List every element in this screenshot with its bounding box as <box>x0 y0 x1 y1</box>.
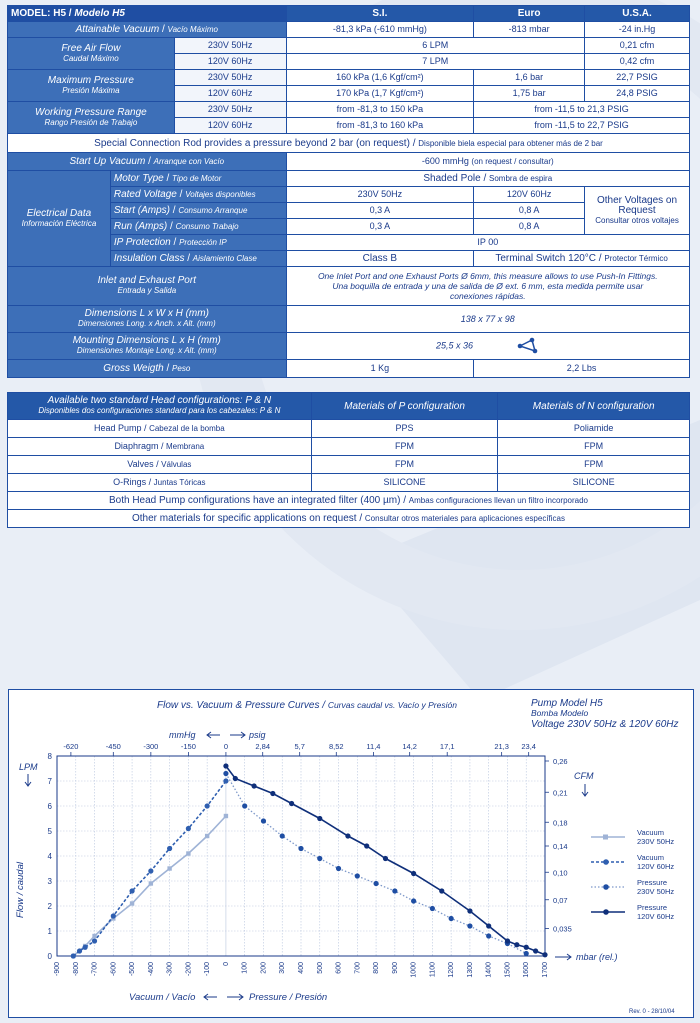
data-point <box>439 888 444 893</box>
startup-label: Start Up Vacuum / Arranque con Vacío <box>8 153 287 171</box>
weight-si: 1 Kg <box>286 360 474 378</box>
pressure-v1-usa: 22,7 PSIG <box>585 70 690 86</box>
data-point <box>242 803 247 808</box>
data-point <box>167 866 171 870</box>
data-point <box>186 851 190 855</box>
legend-label: 230V 50Hz <box>637 887 675 896</box>
x-tick-label: 700 <box>354 962 362 974</box>
data-point <box>205 803 210 808</box>
material-label: Valves / Válvulas <box>8 456 312 474</box>
top-tick-label: 17,1 <box>439 742 455 751</box>
material-p: FPM <box>311 456 498 474</box>
x-tick-label: -600 <box>110 962 118 977</box>
motor-value: Shaded Pole / Sombra de espira <box>286 171 689 187</box>
data-point <box>514 942 519 947</box>
x-tick-label: -100 <box>204 962 212 977</box>
y-tick-label: 5 <box>47 827 52 836</box>
top-tick-label: -450 <box>105 742 121 751</box>
x-tick-label: 600 <box>335 962 343 974</box>
range-v2: 120V 60Hz <box>174 118 286 134</box>
col-usa-header: U.S.A. <box>585 6 690 22</box>
data-point <box>411 898 416 903</box>
x-tick-label: -500 <box>129 962 137 977</box>
y-tick-label: 0 <box>47 952 52 961</box>
right-tick-label: 0,21 <box>553 788 568 798</box>
legend-label: 120V 60Hz <box>637 862 675 871</box>
material-n: FPM <box>498 456 690 474</box>
spec-table <box>7 5 690 378</box>
data-point <box>224 814 228 818</box>
data-point <box>373 881 378 886</box>
data-point <box>280 833 285 838</box>
top-tick-label: 5,7 <box>294 742 305 751</box>
material-p: SILICONE <box>311 474 498 492</box>
data-point <box>205 834 209 838</box>
top-tick-label: 23,4 <box>521 742 536 751</box>
top-tick-label: 2,84 <box>255 742 271 751</box>
legend-label: Vacuum <box>637 828 664 837</box>
pressure-v2: 120V 60Hz <box>174 86 286 102</box>
pressure-label: Maximum Pressure Presión Máxima <box>8 70 175 102</box>
data-point <box>383 856 388 861</box>
start-amps-label: Start (Amps) / Consumo Arranque <box>110 203 286 219</box>
model-line1: Pump Model H5 <box>531 698 603 709</box>
x-tick-label: -900 <box>54 962 61 977</box>
model-line2: Bomba Modelo <box>531 708 589 718</box>
top-tick-label: -150 <box>180 742 196 751</box>
range-v1-si: from -81,3 to 150 kPa <box>286 102 474 118</box>
range-v1-other: from -11,5 to 21,3 PSIG <box>474 102 690 118</box>
right-tick-label: 0,07 <box>553 895 568 905</box>
data-point <box>317 856 322 861</box>
x-tick-label: 500 <box>316 962 324 974</box>
data-point <box>233 776 238 781</box>
legend-swatch-marker <box>603 835 608 840</box>
elec-label: Electrical Data Información Eléctrica <box>8 171 111 267</box>
x-tick-label: 1300 <box>466 962 474 978</box>
material-n: FPM <box>498 438 690 456</box>
x-unit-arrow-icon <box>555 954 571 960</box>
revision-label: Rev. 0 - 28/10/04 <box>629 1009 675 1015</box>
data-point <box>336 866 341 871</box>
y-tick-label: 7 <box>47 777 52 786</box>
range-v2-other: from -11,5 to 22,7 PSIG <box>474 118 690 134</box>
top-tick-label: -620 <box>63 742 79 751</box>
lpm-label: LPM <box>19 762 38 772</box>
data-point <box>148 868 153 873</box>
data-point <box>524 951 529 956</box>
x-label-pressure: Pressure / Presión <box>249 992 328 1003</box>
data-point <box>486 923 491 928</box>
x-unit-label: mbar (rel.) <box>576 952 618 962</box>
data-point <box>223 778 228 783</box>
pressure-arrow-icon <box>227 994 243 1000</box>
col-n-header: Materials of N configuration <box>498 393 690 420</box>
x-tick-label: 900 <box>391 962 399 974</box>
x-tick-label: 1500 <box>504 962 512 978</box>
mounting-value: 25,5 x 36 <box>286 333 689 360</box>
run-v1: 0,3 A <box>286 219 474 235</box>
y-tick-label: 1 <box>47 927 52 936</box>
psig-label: psig <box>249 730 266 740</box>
data-point <box>92 934 96 938</box>
insulation-value: Class B <box>286 251 474 267</box>
x-tick-label: 1700 <box>542 962 549 978</box>
legend-swatch-marker <box>603 884 609 890</box>
data-point <box>298 846 303 851</box>
top-tick-label: 0 <box>223 742 229 751</box>
flow-v1-value: 6 LPM <box>286 38 584 54</box>
vacuum-label: Attainable Vacuum / Vacío Máximo <box>8 22 287 38</box>
dimensions-label: Dimensions L x W x H (mm) Dimensiones Long. x Anch. x Alt. (mm) <box>8 306 287 333</box>
data-point <box>411 871 416 876</box>
material-p: PPS <box>311 420 498 438</box>
data-point <box>533 948 538 953</box>
data-point <box>524 945 529 950</box>
x-tick-label: -400 <box>147 962 155 977</box>
head-config-title: Available two standard Head configurations: P & N Disponibles dos configuraciones standard para los cabezales: P & N <box>8 393 312 420</box>
startup-value: -600 mmHg (on request / consultar) <box>286 153 689 171</box>
filter-note: Both Head Pump configurations have an integrated filter (400 µm) / Ambas configuraciones llevan un filtro incorporado <box>8 492 690 510</box>
weight-usa: 2,2 Lbs <box>474 360 690 378</box>
range-label: Working Pressure Range Rango Presión de Trabajo <box>8 102 175 134</box>
plot-area <box>48 742 572 978</box>
data-point <box>542 952 547 957</box>
material-row <box>8 420 690 438</box>
material-n: Poliamide <box>498 420 690 438</box>
pressure-v1-si: 160 kPa (1,6 Kgf/cm²) <box>286 70 474 86</box>
material-label: Head Pump / Cabezal de la bomba <box>8 420 312 438</box>
x-tick-label: 1600 <box>523 962 531 978</box>
legend-label: 120V 60Hz <box>637 912 675 921</box>
data-point <box>261 818 266 823</box>
data-point <box>449 916 454 921</box>
top-tick-label: 11,4 <box>366 742 381 751</box>
material-n: SILICONE <box>498 474 690 492</box>
data-point <box>223 771 228 776</box>
data-point <box>392 888 397 893</box>
legend-label: Pressure <box>637 903 668 912</box>
x-tick-label: -700 <box>91 962 99 977</box>
pressure-v2-usa: 24,8 PSIG <box>585 86 690 102</box>
weight-label: Gross Weigth / Peso <box>8 360 287 378</box>
data-point <box>317 816 322 821</box>
data-point <box>251 783 256 788</box>
x-tick-label: 800 <box>373 962 381 974</box>
y-tick-label: 4 <box>47 852 52 861</box>
data-point <box>130 901 134 905</box>
data-point <box>223 763 228 768</box>
data-point <box>486 933 491 938</box>
pressure-v1-euro: 1,6 bar <box>474 70 585 86</box>
mmhg-label: mmHg <box>169 730 196 740</box>
vacuum-usa: -24 in.Hg <box>585 22 690 38</box>
flow-chart <box>9 690 693 1017</box>
data-point <box>364 843 369 848</box>
mmhg-arrow-icon <box>207 732 220 738</box>
legend-label: 230V 50Hz <box>637 837 675 846</box>
x-tick-label: 1000 <box>410 962 418 978</box>
flow-v2-value: 7 LPM <box>286 54 584 70</box>
run-v2: 0,8 A <box>474 219 585 235</box>
run-amps-label: Run (Amps) / Consumo Trabajo <box>110 219 286 235</box>
pressure-v2-si: 170 kPa (1,7 Kgf/cm²) <box>286 86 474 102</box>
top-tick-label: -300 <box>143 742 159 751</box>
legend-swatch-marker <box>603 909 609 915</box>
flow-chart-panel <box>8 689 694 1018</box>
data-point <box>355 873 360 878</box>
data-point <box>289 801 294 806</box>
mounting-triangle-icon <box>516 337 540 355</box>
model-header: MODEL: H5 / Modelo H5 <box>8 6 287 22</box>
motor-label: Motor Type / Tipo de Motor <box>110 171 286 187</box>
cfm-label: CFM <box>574 771 594 781</box>
legend-swatch-marker <box>603 859 609 865</box>
other-materials-note: Other materials for specific applications on request / Consultar otros materiales para aplicaciones específicas <box>8 510 690 528</box>
data-point <box>430 906 435 911</box>
data-point <box>71 953 76 958</box>
material-row <box>8 474 690 492</box>
data-point <box>186 826 191 831</box>
right-tick-label: 0,035 <box>553 924 572 934</box>
x-tick-label: 200 <box>260 962 268 974</box>
right-tick-label: 0,18 <box>553 818 568 828</box>
x-tick-label: 1100 <box>429 962 437 978</box>
data-point <box>111 913 116 918</box>
range-v2-si: from -81,3 to 160 kPa <box>286 118 474 134</box>
material-label: Diaphragm / Membrana <box>8 438 312 456</box>
x-tick-label: -200 <box>185 962 193 977</box>
rated-v1: 230V 50Hz <box>286 187 474 203</box>
rod-note: Special Connection Rod provides a pressure beyond 2 bar (on request) / Disponible biela especial para obtener más de 2 bar <box>8 134 690 153</box>
material-row <box>8 438 690 456</box>
legend-label: Vacuum <box>637 853 664 862</box>
legend-label: Pressure <box>637 878 668 887</box>
other-voltages: Other Voltages on Request Consultar otros voltajes <box>585 187 690 235</box>
x-label-vacuum: Vacuum / Vacío <box>129 992 196 1003</box>
start-v2: 0,8 A <box>474 203 585 219</box>
dimensions-value: 138 x 77 x 98 <box>286 306 689 333</box>
range-v1: 230V 50Hz <box>174 102 286 118</box>
port-label: Inlet and Exhaust Port Entrada y Salida <box>8 267 287 306</box>
x-tick-label: -300 <box>166 962 174 977</box>
x-tick-label: 1400 <box>485 962 493 978</box>
right-tick-label: 0,14 <box>553 842 568 851</box>
top-tick-label: 14,2 <box>402 742 417 751</box>
series-line <box>73 781 226 956</box>
flow-axis-title: Flow / caudal <box>15 862 26 918</box>
lpm-arrow-icon <box>25 774 31 786</box>
flow-v2: 120V 60Hz <box>174 54 286 70</box>
model-line3: Voltage 230V 50Hz & 120V 60Hz <box>531 719 679 730</box>
psig-arrow-icon <box>230 732 245 738</box>
start-v1: 0,3 A <box>286 203 474 219</box>
x-tick-label: 1200 <box>448 962 456 978</box>
flow-v1-usa: 0,21 cfm <box>585 38 690 54</box>
data-point <box>505 938 510 943</box>
data-point <box>83 945 88 950</box>
data-point <box>345 833 350 838</box>
pressure-v1: 230V 50Hz <box>174 70 286 86</box>
rated-v2: 120V 60Hz <box>474 187 585 203</box>
chart-legend <box>591 828 674 921</box>
ip-label: IP Protection / Protección IP <box>110 235 286 251</box>
chart-title: Flow vs. Vacuum & Pressure Curves / Curvas caudal vs. Vacío y Presión <box>157 700 457 711</box>
thermal-switch: Terminal Switch 120°C / Protector Térmico <box>474 251 690 267</box>
insulation-label: Insulation Class / Aislamiento Clase <box>110 251 286 267</box>
col-euro-header: Euro <box>474 6 585 22</box>
flow-label: Free Air Flow Caudal Máximo <box>8 38 175 70</box>
x-tick-label: 0 <box>222 962 230 966</box>
col-p-header: Materials of P configuration <box>311 393 498 420</box>
data-point <box>77 948 82 953</box>
right-tick-label: 0,10 <box>553 868 568 878</box>
data-point <box>270 791 275 796</box>
x-tick-label: 400 <box>298 962 305 974</box>
cfm-arrow-icon <box>582 784 588 796</box>
port-text: One Inlet Port and one Exhaust Ports Ø 6mm, this measure allows to use Push-In Fittings. Una boquilla de entrada y una de salida de Ø ext. 6 mm, esta medida permite usar conexiones rápidas. <box>286 267 689 306</box>
x-tick-label: 100 <box>241 962 249 974</box>
materials-table <box>7 392 690 528</box>
x-tick-label: 300 <box>279 962 287 974</box>
top-tick-label: 8,52 <box>328 742 344 751</box>
vacuum-si: -81,3 kPa (-610 mmHg) <box>286 22 474 38</box>
top-tick-label: 21,3 <box>494 742 509 751</box>
series-line <box>226 774 526 954</box>
data-point <box>149 881 153 885</box>
y-tick-label: 3 <box>47 877 52 886</box>
vacuum-arrow-icon <box>204 994 217 1000</box>
data-point <box>92 938 97 943</box>
data-point <box>167 846 172 851</box>
y-tick-label: 8 <box>47 752 52 761</box>
x-tick-label: -800 <box>72 962 80 977</box>
ip-value: IP 00 <box>286 235 689 251</box>
vacuum-euro: -813 mbar <box>474 22 585 38</box>
rated-label: Rated Voltage / Voltajes disponibles <box>110 187 286 203</box>
data-point <box>467 908 472 913</box>
col-si-header: S.I. <box>286 6 474 22</box>
flow-v2-usa: 0,42 cfm <box>585 54 690 70</box>
data-point <box>467 923 472 928</box>
data-point <box>129 888 134 893</box>
pressure-v2-euro: 1,75 bar <box>474 86 585 102</box>
material-p: FPM <box>311 438 498 456</box>
y-tick-label: 2 <box>47 902 52 911</box>
material-row <box>8 456 690 474</box>
flow-v1: 230V 50Hz <box>174 38 286 54</box>
y-tick-label: 6 <box>47 802 52 811</box>
material-label: O-Rings / Juntas Tóricas <box>8 474 312 492</box>
right-tick-label: 0,26 <box>553 757 568 766</box>
mounting-label: Mounting Dimensions L x H (mm) Dimensiones Montaje Long. x Alt. (mm) <box>8 333 287 360</box>
